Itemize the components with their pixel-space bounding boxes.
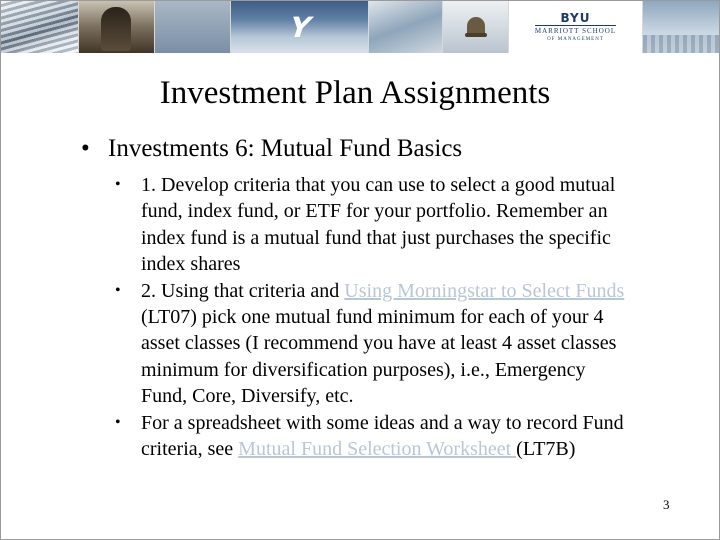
sub-bullet-text-before: For a spreadsheet with some ideas and a way to record Fund criteria, see: [141, 411, 624, 461]
sub-bullet-text: [141, 410, 635, 463]
main-bullet: [81, 134, 691, 164]
banner-photo-mountains: [155, 1, 231, 53]
banner-photo-statue: [79, 1, 155, 53]
y-logo-icon: Y: [284, 10, 315, 44]
banner-photo-bell: [443, 1, 509, 53]
logo-school-text: MARRIOTT SCHOOL: [534, 26, 617, 35]
sub-bullet-list: [115, 172, 635, 462]
bullet-icon: •: [115, 176, 121, 193]
sub-bullet-text-before: 2. Using that criteria and: [141, 279, 345, 302]
page-number: 3: [663, 497, 670, 512]
morningstar-link[interactable]: Using Morningstar to Select Funds: [344, 279, 625, 302]
sub-bullet-text: [141, 278, 635, 410]
main-bullet-text: Investments 6: Mutual Fund Basics: [108, 135, 463, 162]
sub-bullet-item: [115, 278, 635, 410]
sub-bullet-item: [115, 410, 635, 463]
banner-photo-building: [643, 1, 720, 53]
byu-marriott-logo: [509, 1, 643, 53]
banner-photo-waves: [1, 1, 79, 53]
banner-photo-y-mountain: [231, 1, 369, 53]
bullet-icon: •: [115, 413, 121, 431]
sub-bullet-text-after: (LT7B): [516, 438, 576, 461]
worksheet-link[interactable]: Mutual Fund Selection Worksheet: [238, 438, 517, 461]
bullet-icon: •: [81, 135, 90, 162]
logo-byu-text: BYU: [560, 10, 591, 25]
bullet-icon: •: [115, 281, 121, 299]
sub-bullet-item: [115, 172, 635, 278]
sub-bullet-text-after: (LT07) pick one mutual fund minimum for each of your 4 asset classes (I recommend you have at least 4 asset classes minimum for diversification purposes), i.e., Emergency Fund, Core, Diversify, etc.: [141, 306, 617, 408]
logo-sub-text: OF MANAGEMENT: [547, 36, 604, 42]
slide-title: Investment Plan Assignments: [159, 75, 551, 111]
bell-icon: [465, 15, 487, 39]
sub-bullet-text: 1. Develop criteria that you can use to select a good mutual fund, index fund, or ETF for your portfolio. Remember an index fund is a mutual fund that just purchases the specific index shares: [141, 174, 616, 276]
header-banner: [1, 1, 720, 53]
banner-photo-sky: [369, 1, 443, 53]
